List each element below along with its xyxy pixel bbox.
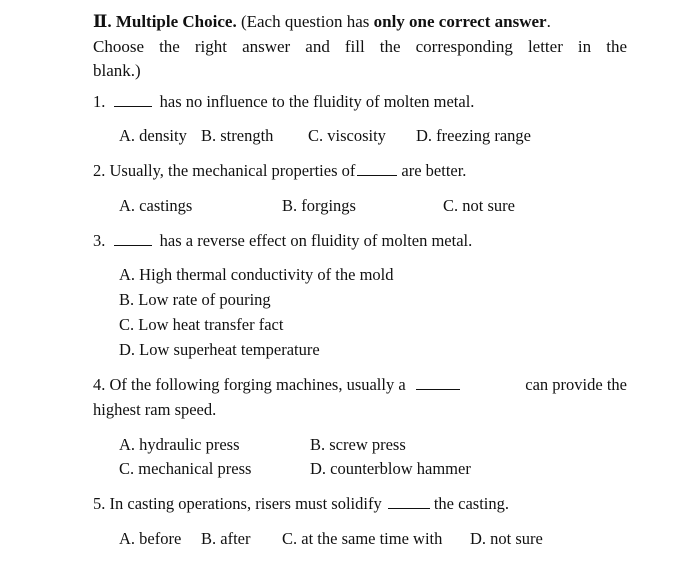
- question-2-text-before: Usually, the mechanical properties of: [109, 161, 356, 180]
- question-4-option-a: A. hydraulic press: [119, 435, 240, 454]
- question-3-option-c: C. Low heat transfer fact: [119, 315, 284, 334]
- question-3-option-a: A. High thermal conductivity of the mold: [119, 265, 394, 284]
- question-5-option-a: A. before: [119, 529, 182, 548]
- question-3-option-d: D. Low superheat temperature: [119, 340, 320, 359]
- section-title: Multiple Choice.: [115, 12, 237, 31]
- question-4-number: 4.: [93, 375, 106, 394]
- question-5-blank[interactable]: [388, 494, 430, 509]
- question-4-blank[interactable]: [416, 375, 460, 390]
- question-2: [93, 161, 466, 181]
- question-5-option-d: D. not sure: [470, 529, 543, 548]
- question-1-option-a: A. density: [119, 126, 187, 145]
- question-1-number: 1.: [93, 92, 106, 111]
- section-intro-end: .: [546, 12, 551, 31]
- question-5-number: 5.: [93, 494, 106, 513]
- question-1-option-c: C. viscosity: [308, 126, 386, 145]
- question-1-text: has no influence to the fluidity of molten metal.: [159, 92, 475, 111]
- question-5-text-before: In casting operations, risers must solidify: [109, 494, 382, 513]
- question-5-option-b: B. after: [201, 529, 251, 548]
- question-5-text-after: the casting.: [433, 494, 509, 513]
- question-4-option-c: C. mechanical press: [119, 459, 252, 478]
- question-1-option-b: B. strength: [201, 126, 274, 145]
- question-2-option-b: B. forgings: [282, 196, 356, 215]
- question-5-option-c: C. at the same time with: [282, 529, 443, 548]
- section-intro-line3: blank.): [93, 61, 141, 80]
- question-2-option-a: A. castings: [119, 196, 193, 215]
- question-4-option-d: D. counterblow hammer: [310, 459, 471, 478]
- question-3: [93, 231, 472, 251]
- question-1: [93, 92, 474, 112]
- section-heading: [93, 12, 551, 32]
- question-2-blank[interactable]: [357, 161, 397, 176]
- question-1-blank[interactable]: [114, 92, 152, 107]
- section-numeral: Ⅱ.: [93, 12, 112, 31]
- section-intro-emphasis: only one correct answer: [373, 12, 547, 31]
- question-3-number: 3.: [93, 231, 106, 250]
- question-1-option-d: D. freezing range: [416, 126, 531, 145]
- section-intro-line2: Choose the right answer and fill the corresponding letter in the: [93, 37, 627, 56]
- question-2-option-c: C. not sure: [443, 196, 515, 215]
- question-3-text: has a reverse effect on fluidity of molten metal.: [159, 231, 473, 250]
- question-4-text-before: Of the following forging machines, usually a: [109, 375, 406, 394]
- question-4-line2: highest ram speed.: [93, 400, 217, 419]
- question-4-option-b: B. screw press: [310, 435, 406, 454]
- question-3-option-b: B. Low rate of pouring: [119, 290, 271, 309]
- question-2-number: 2.: [93, 161, 106, 180]
- question-4: [93, 375, 627, 395]
- question-2-text-after: are better.: [401, 161, 467, 180]
- question-5: [93, 494, 509, 514]
- section-intro-start: (Each question has: [240, 12, 370, 31]
- question-3-blank[interactable]: [114, 231, 152, 246]
- question-4-text-after: can provide the: [525, 375, 627, 394]
